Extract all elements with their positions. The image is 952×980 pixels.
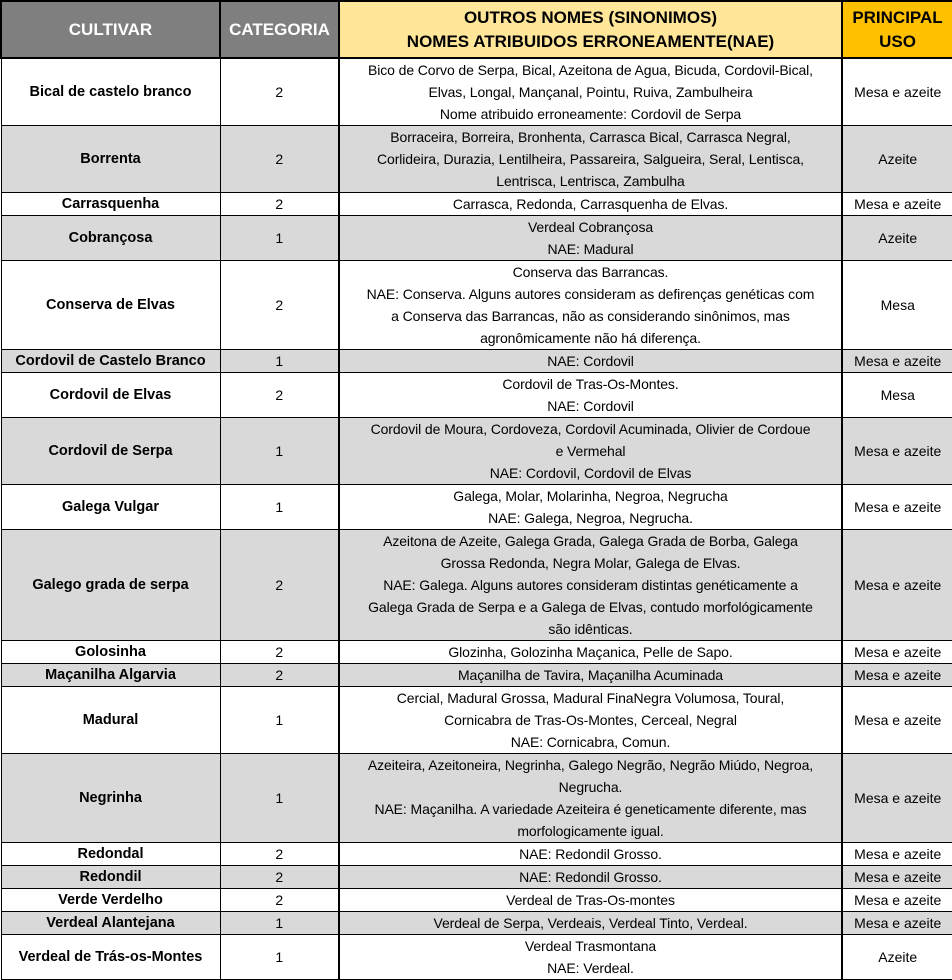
categoria-cell: 1: [220, 912, 339, 935]
table-row: [1, 912, 952, 935]
outros-nomes-cell: Verdeal Trasmontana NAE: Verdeal.: [339, 935, 842, 980]
outros-nomes-cell: NAE: Cordovil: [339, 350, 842, 373]
outros-nomes-cell: Bico de Corvo de Serpa, Bical, Azeitona de Agua, Bicuda, Cordovil-Bical, Elvas, Longal, Mançanal, Pointu, Ruiva, Zambulheira Nome atribuido erroneamente: Cordovil de Serpa: [339, 58, 842, 126]
cultivar-cell: Carrasquenha: [1, 193, 220, 216]
principal-uso-cell: Mesa e azeite: [842, 58, 952, 126]
categoria-cell: 2: [220, 530, 339, 641]
outros-nomes-cell: NAE: Redondil Grosso.: [339, 843, 842, 866]
cultivar-cell: Cobrançosa: [1, 216, 220, 261]
principal-uso-cell: Mesa e azeite: [842, 889, 952, 912]
categoria-cell: 2: [220, 641, 339, 664]
table-row: [1, 216, 952, 261]
outros-nomes-cell: Azeiteira, Azeitoneira, Negrinha, Galego Negrão, Negrão Miúdo, Negroa, Negrucha. NAE: Maçanilha. A variedade Azeiteira é geneticamente diferente, mas morfologicamente igual.: [339, 754, 842, 843]
cultivar-cell: Madural: [1, 687, 220, 754]
outros-nomes-cell: Cercial, Madural Grossa, Madural FinaNegra Volumosa, Toural, Cornicabra de Tras-Os-Montes, Cerceal, Negral NAE: Cornicabra, Comun.: [339, 687, 842, 754]
table-row: [1, 58, 952, 126]
principal-uso-cell: Mesa: [842, 261, 952, 350]
principal-uso-cell: Mesa e azeite: [842, 843, 952, 866]
outros-nomes-cell: Maçanilha de Tavira, Maçanilha Acuminada: [339, 664, 842, 687]
table-row: [1, 935, 952, 980]
categoria-cell: 2: [220, 866, 339, 889]
header-outros-nomes: OUTROS NOMES (SINONIMOS) NOMES ATRIBUIDOS ERRONEAMENTE(NAE): [339, 1, 842, 58]
cultivar-cell: Golosinha: [1, 641, 220, 664]
principal-uso-cell: Mesa e azeite: [842, 418, 952, 485]
outros-nomes-cell: Galega, Molar, Molarinha, Negroa, Negrucha NAE: Galega, Negroa, Negrucha.: [339, 485, 842, 530]
principal-uso-cell: Mesa e azeite: [842, 866, 952, 889]
categoria-cell: 1: [220, 754, 339, 843]
principal-uso-cell: Mesa e azeite: [842, 485, 952, 530]
table-row: [1, 126, 952, 193]
categoria-cell: 1: [220, 935, 339, 980]
table-body: [1, 58, 952, 980]
outros-nomes-cell: Conserva das Barrancas. NAE: Conserva. Alguns autores consideram as defirenças genéticas com a Conserva das Barrancas, não as considerando sinônimos, mas agronômicamente não há diferença.: [339, 261, 842, 350]
table-row: [1, 373, 952, 418]
categoria-cell: 1: [220, 687, 339, 754]
cultivar-cell: Redondil: [1, 866, 220, 889]
cultivar-cell: Maçanilha Algarvia: [1, 664, 220, 687]
categoria-cell: 2: [220, 126, 339, 193]
outros-nomes-cell: Azeitona de Azeite, Galega Grada, Galega Grada de Borba, Galega Grossa Redonda, Negra Molar, Galega de Elvas. NAE: Galega. Alguns autores consideram distintas genéticamente a Galega Grada de Serpa e a Galega de Elvas, contudo morfológicamente são idênticas.: [339, 530, 842, 641]
table-row: [1, 193, 952, 216]
outros-nomes-cell: Verdeal de Tras-Os-montes: [339, 889, 842, 912]
principal-uso-cell: Mesa e azeite: [842, 193, 952, 216]
principal-uso-cell: Mesa e azeite: [842, 530, 952, 641]
categoria-cell: 2: [220, 664, 339, 687]
table-row: [1, 843, 952, 866]
table-row: [1, 350, 952, 373]
principal-uso-cell: Mesa e azeite: [842, 687, 952, 754]
table-row: [1, 485, 952, 530]
principal-uso-cell: Mesa e azeite: [842, 912, 952, 935]
principal-uso-cell: Azeite: [842, 216, 952, 261]
cultivar-cell: Bical de castelo branco: [1, 58, 220, 126]
table-row: [1, 866, 952, 889]
cultivar-cell: Cordovil de Serpa: [1, 418, 220, 485]
cultivar-cell: Galega Vulgar: [1, 485, 220, 530]
principal-uso-cell: Mesa e azeite: [842, 754, 952, 843]
cultivar-cell: Negrinha: [1, 754, 220, 843]
table-row: [1, 754, 952, 843]
table-row: [1, 261, 952, 350]
outros-nomes-cell: Glozinha, Golozinha Maçanica, Pelle de Sapo.: [339, 641, 842, 664]
cultivar-cell: Galego grada de serpa: [1, 530, 220, 641]
principal-uso-cell: Mesa e azeite: [842, 641, 952, 664]
cultivar-cell: Verdeal Alantejana: [1, 912, 220, 935]
categoria-cell: 1: [220, 485, 339, 530]
cultivar-cell: Verde Verdelho: [1, 889, 220, 912]
cultivar-cell: Cordovil de Elvas: [1, 373, 220, 418]
outros-nomes-cell: Cordovil de Tras-Os-Montes. NAE: Cordovil: [339, 373, 842, 418]
table-row: [1, 641, 952, 664]
cultivar-cell: Cordovil de Castelo Branco: [1, 350, 220, 373]
table-row: [1, 530, 952, 641]
table-row: [1, 687, 952, 754]
cultivar-cell: Redondal: [1, 843, 220, 866]
header-row: [1, 1, 952, 58]
categoria-cell: 1: [220, 350, 339, 373]
principal-uso-cell: Mesa e azeite: [842, 350, 952, 373]
table-row: [1, 418, 952, 485]
categoria-cell: 2: [220, 889, 339, 912]
categoria-cell: 1: [220, 216, 339, 261]
header-categoria: CATEGORIA: [220, 1, 339, 58]
cultivar-cell: Conserva de Elvas: [1, 261, 220, 350]
categoria-cell: 2: [220, 58, 339, 126]
categoria-cell: 2: [220, 261, 339, 350]
outros-nomes-cell: Cordovil de Moura, Cordoveza, Cordovil Acuminada, Olivier de Cordoue e Vermehal NAE: Cordovil, Cordovil de Elvas: [339, 418, 842, 485]
categoria-cell: 1: [220, 418, 339, 485]
principal-uso-cell: Mesa: [842, 373, 952, 418]
outros-nomes-cell: Borraceira, Borreira, Bronhenta, Carrasca Bical, Carrasca Negral, Corlideira, Durazia, Lentilheira, Passareira, Salgueira, Seral, Lentisca, Lentrisca, Lentrisca, Zambulha: [339, 126, 842, 193]
categoria-cell: 2: [220, 373, 339, 418]
categoria-cell: 2: [220, 193, 339, 216]
principal-uso-cell: Azeite: [842, 126, 952, 193]
cultivar-cell: Verdeal de Trás-os-Montes: [1, 935, 220, 980]
table-row: [1, 889, 952, 912]
cultivar-cell: Borrenta: [1, 126, 220, 193]
categoria-cell: 2: [220, 843, 339, 866]
table-row: [1, 664, 952, 687]
outros-nomes-cell: NAE: Redondil Grosso.: [339, 866, 842, 889]
outros-nomes-cell: Verdeal Cobrançosa NAE: Madural: [339, 216, 842, 261]
outros-nomes-cell: Verdeal de Serpa, Verdeais, Verdeal Tinto, Verdeal.: [339, 912, 842, 935]
principal-uso-cell: Mesa e azeite: [842, 664, 952, 687]
outros-nomes-cell: Carrasca, Redonda, Carrasquenha de Elvas.: [339, 193, 842, 216]
principal-uso-cell: Azeite: [842, 935, 952, 980]
header-cultivar: CULTIVAR: [1, 1, 220, 58]
header-principal-uso: PRINCIPAL USO: [842, 1, 952, 58]
